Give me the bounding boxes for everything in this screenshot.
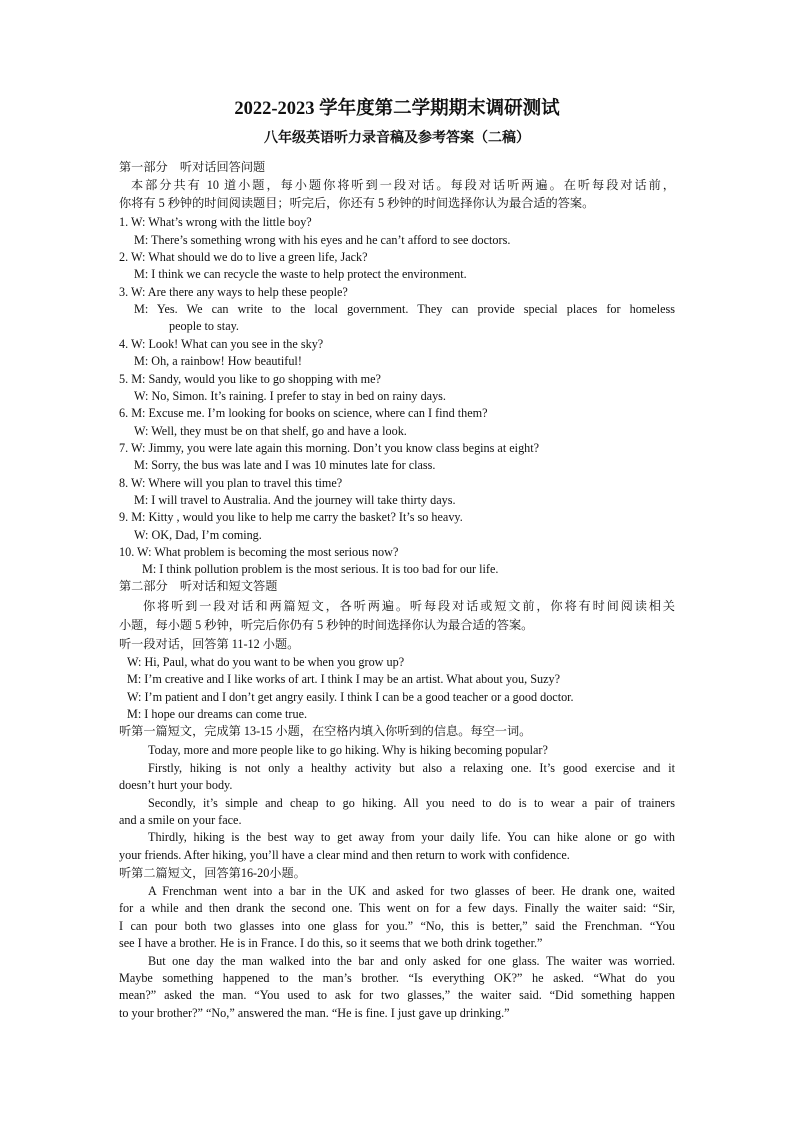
passage-line: I can pour both two glasses into one glass for you.” “No, this is better,” said the Frenchman. “You	[119, 919, 675, 933]
passage-line: to your brother?” “No,” answered the man. “He is fine. I just gave up drinking.”	[119, 1006, 510, 1020]
passage-line: doesn’t hurt your body.	[119, 778, 233, 792]
dialog-line: 10. W: What problem is becoming the most serious now?	[119, 545, 399, 559]
page-title: 2022-2023 学年度第二学期期末调研测试	[234, 99, 560, 119]
dialog-line: W: I’m patient and I don’t get angry easily. I think I can be a good teacher or a good doctor.	[127, 690, 574, 704]
dialog-line: 6. M: Excuse me. I’m looking for books on science, where can I find them?	[119, 406, 488, 420]
dialog-line: W: No, Simon. It’s raining. I prefer to stay in bed on rainy days.	[134, 389, 446, 403]
dialog-line: 4. W: Look! What can you see in the sky?	[119, 337, 324, 351]
part1-heading: 第一部分 听对话回答问题	[119, 160, 266, 174]
dialog-section-heading: 听一段对话，回答第 11-12 小题。	[119, 637, 300, 651]
dialog-line: M: Sorry, the bus was late and I was 10 minutes late for class.	[134, 458, 436, 472]
dialog-line: M: I’m creative and I like works of art. I think I may be an artist. What about you, Suzy?	[127, 672, 560, 686]
dialog-line: 2. W: What should we do to live a green life, Jack?	[119, 250, 368, 264]
dialog-line: W: Hi, Paul, what do you want to be when you grow up?	[127, 655, 405, 669]
passage-line: Today, more and more people like to go hiking. Why is hiking becoming popular?	[148, 743, 548, 757]
dialog-line: 3. W: Are there any ways to help these people?	[119, 285, 348, 299]
dialog-line: M: Oh, a rainbow! How beautiful!	[134, 354, 302, 368]
dialog-line: 7. W: Jimmy, you were late again this morning. Don’t you know class begins at eight?	[119, 441, 540, 455]
passage-line: But one day the man walked into the bar and only asked for one glass. The waiter was worried.	[148, 954, 675, 968]
dialog-line: M: Yes. We can write to the local government. They can provide special places for homeless	[134, 302, 675, 316]
passage-line: mean?” asked the man. “You used to ask for two glasses,” the waiter said. “Did something happen	[119, 988, 675, 1002]
dialog-line: 5. M: Sandy, would you like to go shopping with me?	[119, 372, 381, 386]
passage-line: your friends. After hiking, you’ll have a clear mind and then return to work with confidence.	[119, 848, 570, 862]
passage-line: Secondly, it’s simple and cheap to go hiking. All you need to do is to wear a pair of trainers	[148, 796, 675, 810]
passage2-heading: 听第二篇短文，回答第16-20小题。	[119, 866, 306, 880]
page-subtitle: 八年级英语听力录音稿及参考答案（二稿）	[264, 131, 530, 146]
passage-line: and a smile on your face.	[119, 813, 242, 827]
dialog-line: W: OK, Dad, I’m coming.	[134, 528, 262, 542]
dialog-line: people to stay.	[169, 319, 239, 333]
dialog-line: M: I hope our dreams can come true.	[127, 707, 308, 721]
dialog-line: M: I will travel to Australia. And the journey will take thirty days.	[134, 493, 456, 507]
passage-line: Maybe something happened to the man’s brother. “Is everything OK?” he asked. “What do you	[119, 971, 675, 985]
dialog-line: M: I think we can recycle the waste to help protect the environment.	[134, 267, 467, 281]
part1-intro-line2: 你将有 5 秒钟的时间阅读题目；听完后，你还有 5 秒钟的时间选择你认为最合适的答案。	[119, 196, 595, 210]
part2-intro-line2: 小题，每小题 5 秒钟，听完后你仍有 5 秒钟的时间选择你认为最合适的答案。	[119, 618, 534, 632]
passage-line: see I have a brother. He is in France. I do this, so it seems that we both drink together.”	[119, 936, 543, 950]
part2-heading: 第二部分 听对话和短文答题	[119, 579, 278, 593]
dialog-line: 8. W: Where will you plan to travel this time?	[119, 476, 343, 490]
dialog-line: 9. M: Kitty , would you like to help me carry the basket? It’s so heavy.	[119, 510, 463, 524]
part2-intro-line1: 你将听到一段对话和两篇短文，各听两遍。听每段对话或短文前，你将有时间阅读相关	[143, 599, 675, 613]
dialog-line: 1. W: What’s wrong with the little boy?	[119, 215, 312, 229]
dialog-line: W: Well, they must be on that shelf, go and have a look.	[134, 424, 407, 438]
passage-line: Firstly, hiking is not only a healthy activity but also a relaxing one. It’s good exercise and it	[148, 761, 675, 775]
passage1-heading: 听第一篇短文，完成第 13-15 小题，在空格内填入你听到的信息。每空一词。	[119, 724, 532, 738]
passage-line: Thirdly, hiking is the best way to get away from your daily life. You can hike alone or go with	[148, 830, 675, 844]
dialog-line: M: I think pollution problem is the most serious. It is too bad for our life.	[142, 562, 499, 576]
part1-intro-line1: 本部分共有 10 道小题，每小题你将听到一段对话。每段对话听两遍。在听每段对话前，	[131, 178, 675, 192]
dialog-line: M: There’s something wrong with his eyes and he can’t afford to see doctors.	[134, 233, 511, 247]
passage-line: A Frenchman went into a bar in the UK and asked for two glasses of beer. He drank one, waited	[148, 884, 675, 898]
passage-line: for a while and then drank the second one. This went on for a few days. Finally the waiter said: “Sir,	[119, 901, 675, 915]
